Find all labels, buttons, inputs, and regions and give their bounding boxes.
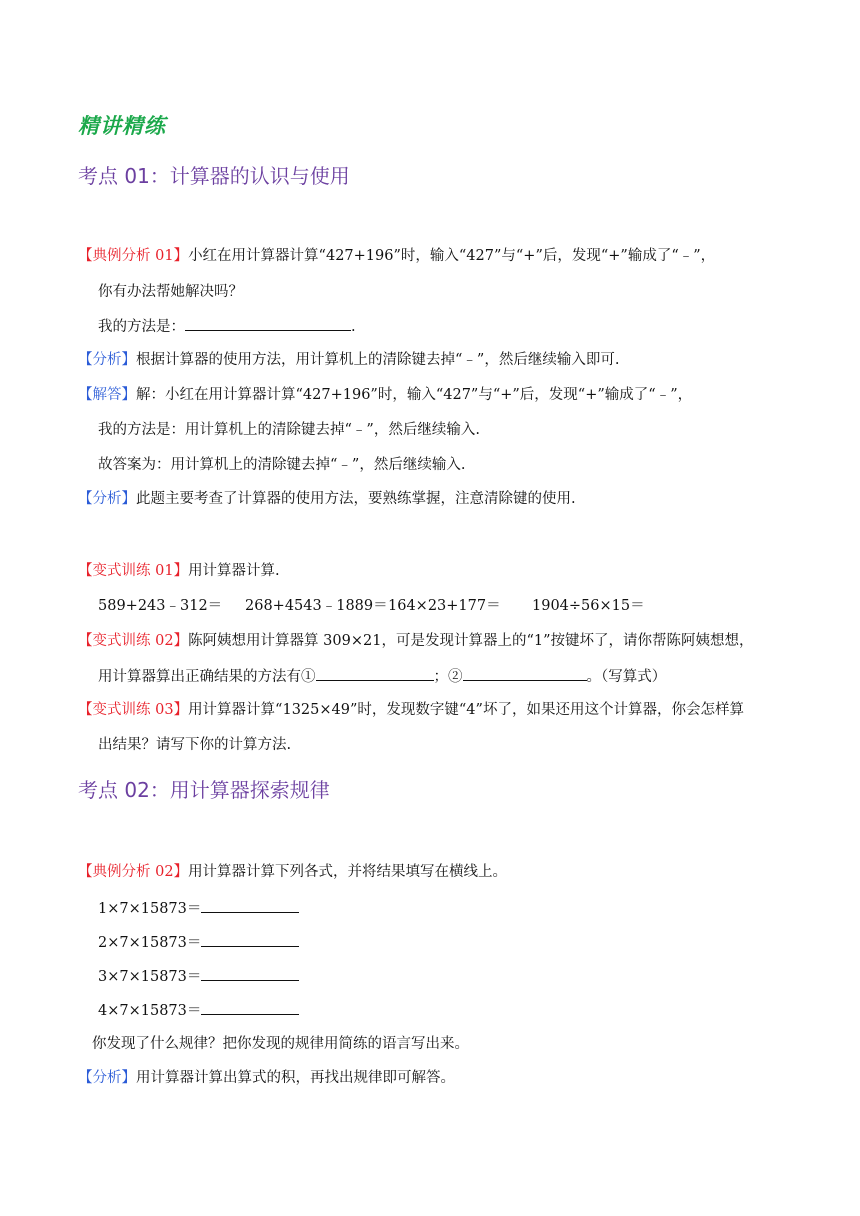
variant-2-line-2: 用计算器算出正确结果的方法有① ；② 。（写算式） — [98, 666, 666, 687]
equation-row-3: 3×7×15873＝ — [98, 966, 299, 987]
variant-2-tag: 【变式训练 02】 — [78, 633, 189, 649]
example-1-tag: 【典例分析 01】 — [78, 248, 189, 264]
answer-blank[interactable] — [201, 932, 299, 947]
example-2-question: 你发现了什么规律？把你发现的规律用简练的语言写出来。 — [92, 1036, 469, 1052]
answer-blank[interactable] — [201, 1000, 299, 1015]
answer-blank[interactable] — [201, 898, 299, 913]
expression-1: 589+243﹣312＝ — [98, 598, 223, 614]
expression-3: 164×23+177＝ — [388, 598, 501, 614]
variant-1: 【变式训练 01】用计算器计算. — [78, 563, 280, 579]
expression-2: 268+4543﹣1889＝ — [245, 598, 388, 614]
answer-blank-2[interactable] — [463, 666, 587, 681]
analysis-3-tag: 【分析】 — [78, 1070, 136, 1086]
analysis-1-tag: 【分析】 — [78, 352, 136, 368]
section-heading-2: 考点 02：用计算器探索规律 — [78, 778, 330, 802]
example-1-continuation: 你有办法帮她解决吗？ — [98, 284, 243, 300]
analysis-3: 【分析】用计算器计算出算式的积，再找出规律即可解答。 — [78, 1070, 455, 1086]
analysis-2-tag: 【分析】 — [78, 491, 136, 507]
solution-1-tag: 【解答】 — [78, 387, 136, 403]
equation-row-1: 1×7×15873＝ — [98, 898, 299, 919]
section-heading-1: 考点 01：计算器的认识与使用 — [78, 164, 350, 188]
equation-row-4: 4×7×15873＝ — [98, 1000, 299, 1021]
solution-1-line-2: 我的方法是：用计算机上的清除键去掉“﹣”，然后继续输入. — [98, 422, 480, 438]
analysis-2: 【分析】此题主要考查了计算器的使用方法，要熟练掌握，注意清除键的使用. — [78, 491, 576, 507]
variant-3: 【变式训练 03】用计算器计算“1325×49”时，发现数字键“4”坏了，如果还用这个计算器，你会怎样算 — [78, 702, 744, 718]
variant-2: 【变式训练 02】陈阿姨想用计算器算 309×21，可是发现计算器上的“1”按键坏了，请你帮陈阿姨想想， — [78, 633, 754, 649]
example-1-method: 我的方法是： . — [98, 316, 356, 337]
variant-3-line-2: 出结果？请写下你的计算方法. — [98, 737, 292, 753]
answer-blank-1[interactable] — [316, 666, 434, 681]
solution-1-line-3: 故答案为：用计算机上的清除键去掉“﹣”，然后继续输入. — [98, 457, 466, 473]
example-2-tag: 【典例分析 02】 — [78, 864, 189, 880]
example-1 — [78, 246, 715, 266]
section-banner: 精讲精练 — [78, 114, 166, 138]
variant-1-tag: 【变式训练 01】 — [78, 563, 189, 579]
variant-3-tag: 【变式训练 03】 — [78, 702, 189, 718]
example-1-text: 小红在用计算器计算“427+196”时，输入“427”与“+”后，发现“+”输成了“﹣”， — [188, 248, 716, 264]
expression-4: 1904÷56×15＝ — [532, 598, 645, 614]
analysis-1: 【分析】根据计算器的使用方法，用计算机上的清除键去掉“﹣”，然后继续输入即可. — [78, 352, 620, 368]
answer-blank[interactable] — [201, 966, 299, 981]
solution-1: 【解答】解：小红在用计算器计算“427+196”时，输入“427”与“+”后，发现“+”输成了“﹣”， — [78, 387, 693, 403]
example-2: 【典例分析 02】用计算器计算下列各式，并将结果填写在横线上。 — [78, 864, 508, 880]
equation-row-2: 2×7×15873＝ — [98, 932, 299, 953]
answer-blank[interactable] — [185, 316, 351, 331]
